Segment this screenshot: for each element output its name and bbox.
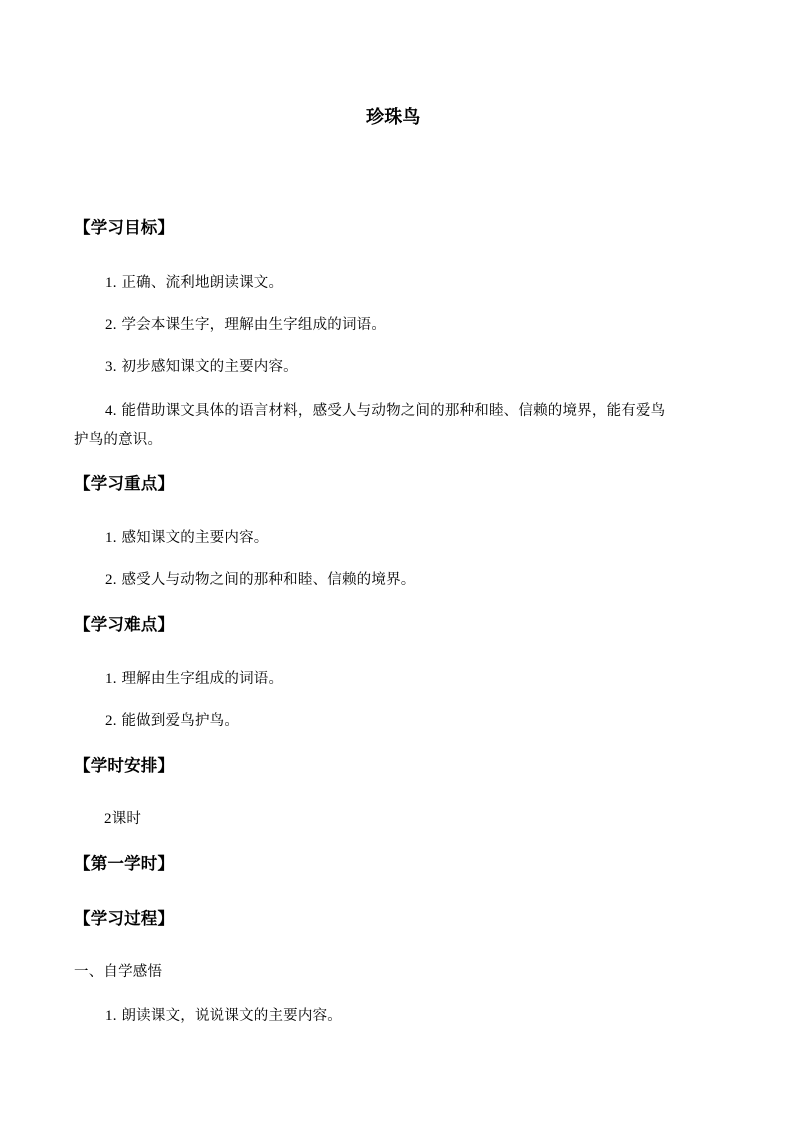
objective-item-4 [105,401,665,421]
objective-item-1-text: 正确、流利地朗读课文。 [121,275,284,291]
objective-item-3-text: 初步感知课文的主要内容。 [121,359,298,375]
key-point-item-2 [105,570,415,590]
key-point-item-1 [105,528,268,548]
difficulty-item-1-text: 理解由生字组成的词语。 [121,671,284,687]
key-point-item-1-text: 感知课文的主要内容。 [121,530,269,546]
objective-item-1 [105,273,283,293]
schedule-unit: 课时 [111,811,142,827]
difficulty-item-2-number: 2. [105,713,117,729]
objective-item-2-text: 学会本课生字，理解由生字组成的词语。 [121,317,387,333]
objective-item-4-continuation: 护鸟的意识。 [74,432,163,448]
objective-item-4-number: 4. [105,403,117,419]
process-heading: 【学习过程】 [74,909,175,928]
objective-item-2-number: 2. [105,317,117,333]
difficulty-item-1 [105,669,283,689]
objective-item-3 [105,357,298,377]
process-section-title: 一、自学感悟 [74,964,163,980]
difficulty-item-2 [105,711,239,731]
process-item-1-number: 1. [105,1008,117,1024]
objective-item-2 [105,315,386,335]
schedule-heading: 【学时安排】 [74,756,175,775]
difficulties-heading: 【学习难点】 [74,615,175,634]
key-point-item-2-number: 2. [105,572,117,588]
objective-item-3-number: 3. [105,359,117,375]
objective-item-1-number: 1. [105,275,117,291]
key-point-item-2-text: 感受人与动物之间的那种和睦、信赖的境界。 [121,572,416,588]
schedule-value [104,809,141,829]
key-points-heading: 【学习重点】 [74,474,175,493]
objective-item-4-text: 能借助课文具体的语言材料，感受人与动物之间的那种和睦、信赖的境界，能有爱鸟 [121,403,666,419]
difficulty-item-1-number: 1. [105,671,117,687]
first-period-heading: 【第一学时】 [74,854,175,873]
objectives-heading: 【学习目标】 [74,218,175,237]
process-item-1 [105,1006,342,1026]
process-item-1-text: 朗读课文，说说课文的主要内容。 [121,1008,342,1024]
key-point-item-1-number: 1. [105,530,117,546]
page-title: 珍珠鸟 [366,107,421,128]
schedule-number: 2 [104,811,112,827]
difficulty-item-2-text: 能做到爱鸟护鸟。 [121,713,240,729]
